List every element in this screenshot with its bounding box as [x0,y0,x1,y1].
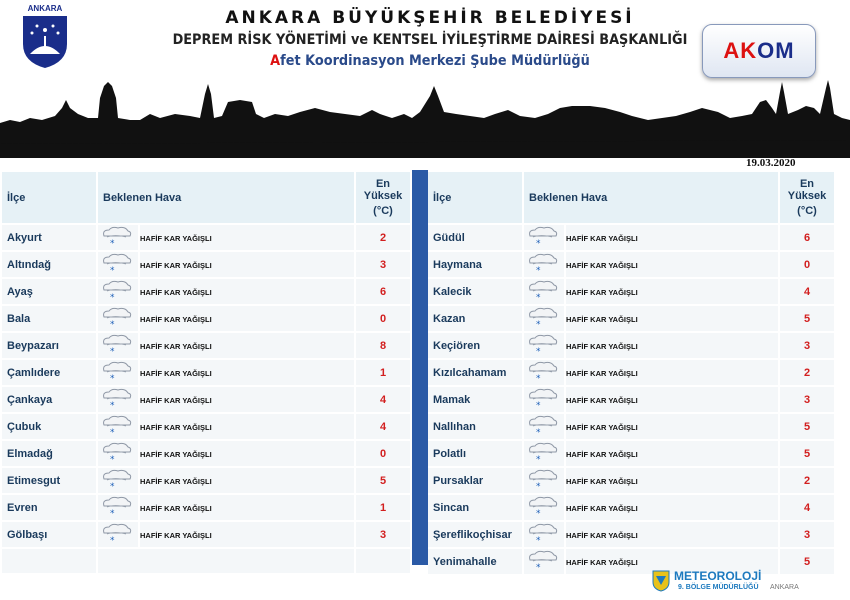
district-cell [428,279,524,304]
table-row [428,252,836,277]
district-cell [2,468,98,493]
district-cell [428,306,524,331]
table-divider [412,170,428,565]
temp-header-line3: (°C) [797,205,817,217]
district-cell [2,252,98,277]
snow-cloud-icon [524,495,566,520]
max-temp-value: 0 [356,441,412,466]
district-header: İlçe [428,172,524,223]
weather-cell [140,360,356,385]
akom-logo [702,24,816,78]
weather-cell [566,306,780,331]
svg-text:*: * [536,374,541,382]
weather-cell [140,225,356,250]
temp-header [780,172,836,223]
svg-text:*: * [536,563,541,571]
svg-text:*: * [536,266,541,274]
weather-description: HAFİF KAR YAĞIŞLI [140,368,212,378]
weather-cell [566,333,780,358]
weather-description: HAFİF KAR YAĞIŞLI [140,287,212,297]
weather-cell [140,495,356,520]
district-name: Nallıhan [433,420,476,433]
weather-description: HAFİF KAR YAĞIŞLI [140,530,212,540]
weather-description: HAFİF KAR YAĞIŞLI [140,422,212,432]
weather-description: HAFİF KAR YAĞIŞLI [566,503,638,513]
max-temp-value: 3 [780,333,836,358]
max-temp-value: 0 [780,252,836,277]
table-row [428,495,836,520]
weather-cell [140,252,356,277]
snow-cloud-icon [98,333,140,358]
weather-description: HAFİF KAR YAĞIŞLI [566,233,638,243]
snow-cloud-icon [524,279,566,304]
district-cell [428,414,524,439]
weather-header: Beklenen Hava [98,172,356,223]
district-name: Kızılcahamam [433,366,507,379]
svg-text:*: * [110,293,115,301]
table-row [2,333,412,358]
weather-cell [140,306,356,331]
district-name: Gölbaşı [7,528,48,541]
weather-description: HAFİF KAR YAĞIŞLI [566,476,638,486]
district-name: Mamak [433,393,471,406]
weather-description: HAFİF KAR YAĞIŞLI [140,260,212,270]
snow-cloud-icon [98,441,140,466]
district-name: Polatlı [433,447,467,460]
district-name: Çubuk [7,420,42,433]
snow-cloud-icon [524,387,566,412]
akom-logo-om: OM [757,38,795,63]
table-row [428,468,836,493]
ankara-municipality-logo [18,4,72,70]
snow-cloud-icon [98,252,140,277]
snow-cloud-icon [524,414,566,439]
weather-cell [140,414,356,439]
district-cell [428,252,524,277]
temp-header [356,172,412,223]
weather-description: HAFİF KAR YAĞIŞLI [566,341,638,351]
report-date: 19.03.2020 [746,157,796,169]
city-label: ANKARA [770,584,799,591]
max-temp-value: 3 [780,387,836,412]
weather-cell [140,522,356,547]
table-row [428,225,836,250]
district-name: Akyurt [7,231,42,244]
snow-cloud-icon [524,225,566,250]
district-cell [2,414,98,439]
meteorology-label: METEOROLOJİ [674,569,762,583]
svg-text:*: * [110,347,115,355]
logo-label: ANKARA [27,4,63,13]
max-temp-value: 2 [356,225,412,250]
district-cell [428,225,524,250]
weather-description: HAFİF KAR YAĞIŞLI [140,314,212,324]
district-name: Sincan [433,501,470,514]
district-cell [2,495,98,520]
snow-cloud-icon [98,468,140,493]
max-temp-value: 1 [356,360,412,385]
weather-cell [566,360,780,385]
branch-title-initial: A [270,53,281,69]
svg-text:*: * [110,482,115,490]
region-label: 9. BÖLGE MÜDÜRLÜĞÜ [678,584,759,591]
district-cell [428,468,524,493]
table-row [2,468,412,493]
district-name: Çankaya [7,393,53,406]
district-name: Evren [7,501,38,514]
page-header [0,0,850,158]
district-cell [428,333,524,358]
max-temp-value: 4 [356,414,412,439]
svg-text:*: * [110,266,115,274]
svg-text:*: * [536,401,541,409]
temp-header-line3: (°C) [373,205,393,217]
svg-text:*: * [536,455,541,463]
max-temp-value: 4 [356,387,412,412]
snow-cloud-icon [524,306,566,331]
district-cell [2,522,98,547]
snow-cloud-icon [524,468,566,493]
district-name: Beypazarı [7,339,59,352]
weather-description: HAFİF KAR YAĞIŞLI [140,503,212,513]
svg-text:*: * [536,347,541,355]
temp-header-line1: En [375,178,391,190]
table-row [2,225,412,250]
max-temp-value: 5 [356,468,412,493]
weather-description: HAFİF KAR YAĞIŞLI [140,449,212,459]
table-row [2,495,412,520]
max-temp-value: 2 [780,360,836,385]
weather-cell [140,333,356,358]
weather-cell [566,414,780,439]
svg-text:*: * [110,455,115,463]
table-row [428,441,836,466]
snow-cloud-icon [524,360,566,385]
snow-cloud-icon [98,225,140,250]
weather-description: HAFİF KAR YAĞIŞLI [566,314,638,324]
svg-text:*: * [110,374,115,382]
left-table-header [2,172,412,223]
district-cell [2,333,98,358]
district-cell [428,360,524,385]
right-forecast-table [428,170,836,576]
table-row [2,387,412,412]
svg-text:*: * [110,239,115,247]
district-cell [428,495,524,520]
akom-logo-ak: AK [723,38,758,63]
district-name: Güdül [433,231,465,244]
table-row [428,306,836,331]
weather-description: HAFİF KAR YAĞIŞLI [566,260,638,270]
snow-cloud-icon [98,306,140,331]
district-name: Ayaş [7,285,33,298]
max-temp-value: 3 [356,522,412,547]
svg-text:*: * [110,320,115,328]
title-block [150,8,710,69]
weather-description: HAFİF KAR YAĞIŞLI [566,530,638,540]
district-name: Yenimahalle [433,555,497,568]
table-row [428,279,836,304]
svg-text:*: * [110,428,115,436]
table-row [428,414,836,439]
max-temp-value: 4 [780,495,836,520]
max-temp-value: 5 [780,414,836,439]
weather-description: HAFİF KAR YAĞIŞLI [140,395,212,405]
weather-cell [140,468,356,493]
branch-title [172,53,687,69]
weather-description: HAFİF KAR YAĞIŞLI [566,395,638,405]
svg-text:*: * [110,401,115,409]
max-temp-value: 4 [780,279,836,304]
empty-row [2,549,412,573]
weather-description: HAFİF KAR YAĞIŞLI [566,287,638,297]
max-temp-value: 3 [780,522,836,547]
weather-cell [566,387,780,412]
district-name: Kazan [433,312,466,325]
weather-cell [566,279,780,304]
table-row [2,279,412,304]
district-cell [2,441,98,466]
district-cell [2,360,98,385]
weather-description: HAFİF KAR YAĞIŞLI [140,233,212,243]
svg-text:*: * [536,320,541,328]
weather-cell [566,522,780,547]
temp-header-line2: Yüksek [363,190,403,202]
table-row [2,306,412,331]
municipality-title: ANKARA BÜYÜKŞEHİR BELEDİYESİ [225,8,635,28]
weather-cell [566,468,780,493]
district-cell [428,549,524,574]
table-row [2,522,412,547]
snow-cloud-icon [524,441,566,466]
district-name: Bala [7,312,31,325]
left-forecast-table [2,170,412,575]
branch-title-rest: fet Koordinasyon Merkezi Şube Müdürlüğü [280,53,590,69]
max-temp-value: 8 [356,333,412,358]
snow-cloud-icon [524,522,566,547]
district-cell [428,387,524,412]
svg-text:*: * [536,482,541,490]
max-temp-value: 5 [780,441,836,466]
district-cell [2,387,98,412]
weather-cell [140,441,356,466]
snow-cloud-icon [98,279,140,304]
max-temp-value: 3 [356,252,412,277]
weather-cell [566,252,780,277]
svg-text:*: * [110,536,115,544]
weather-cell [566,441,780,466]
svg-text:*: * [536,293,541,301]
district-name: Haymana [433,258,482,271]
district-name: Şereflikoçhisar [433,528,512,541]
max-temp-value: 5 [780,306,836,331]
max-temp-value: 1 [356,495,412,520]
table-row [428,360,836,385]
snow-cloud-icon [524,333,566,358]
svg-text:*: * [110,509,115,517]
right-table-header [428,172,836,223]
department-title: DEPREM RİSK YÖNETİMİ ve KENTSEL İYİLEŞTİRME DAİRESİ BAŞKANLIĞI [172,32,688,48]
snow-cloud-icon [98,522,140,547]
svg-text:*: * [536,509,541,517]
weather-description: HAFİF KAR YAĞIŞLI [566,557,638,567]
snow-cloud-icon [98,387,140,412]
snow-cloud-icon [524,252,566,277]
district-cell [428,522,524,547]
weather-header: Beklenen Hava [524,172,780,223]
city-skyline-silhouette [0,78,850,158]
max-temp-value: 5 [780,549,836,574]
district-name: Keçiören [433,339,481,352]
table-row [2,414,412,439]
weather-description: HAFİF KAR YAĞIŞLI [140,476,212,486]
table-row [2,360,412,385]
district-name: Elmadağ [7,447,53,460]
svg-text:*: * [536,428,541,436]
district-name: Etimesgut [7,474,61,487]
district-name: Kalecik [433,285,472,298]
temp-header-line1: En [799,178,815,190]
weather-description: HAFİF KAR YAĞIŞLI [566,449,638,459]
snow-cloud-icon [98,495,140,520]
snow-cloud-icon [98,414,140,439]
district-cell [2,225,98,250]
weather-cell [140,279,356,304]
max-temp-value: 6 [780,225,836,250]
table-row [428,522,836,547]
max-temp-value: 2 [780,468,836,493]
weather-description: HAFİF KAR YAĞIŞLI [566,368,638,378]
max-temp-value: 0 [356,306,412,331]
district-name: Pursaklar [433,474,484,487]
weather-description: HAFİF KAR YAĞIŞLI [140,341,212,351]
district-header: İlçe [2,172,98,223]
snow-cloud-icon [524,549,566,574]
district-cell [2,306,98,331]
weather-cell [140,387,356,412]
district-cell [428,441,524,466]
snow-cloud-icon [98,360,140,385]
table-row [2,441,412,466]
weather-description: HAFİF KAR YAĞIŞLI [566,422,638,432]
meteorology-logo [652,568,812,596]
svg-text:*: * [536,239,541,247]
svg-text:*: * [536,536,541,544]
table-row [428,387,836,412]
district-name: Çamlıdere [7,366,61,379]
table-row [2,252,412,277]
district-name: Altındağ [7,258,51,271]
weather-cell [566,495,780,520]
temp-header-line2: Yüksek [787,190,827,202]
weather-cell [566,225,780,250]
table-row [428,333,836,358]
district-cell [2,279,98,304]
max-temp-value: 6 [356,279,412,304]
